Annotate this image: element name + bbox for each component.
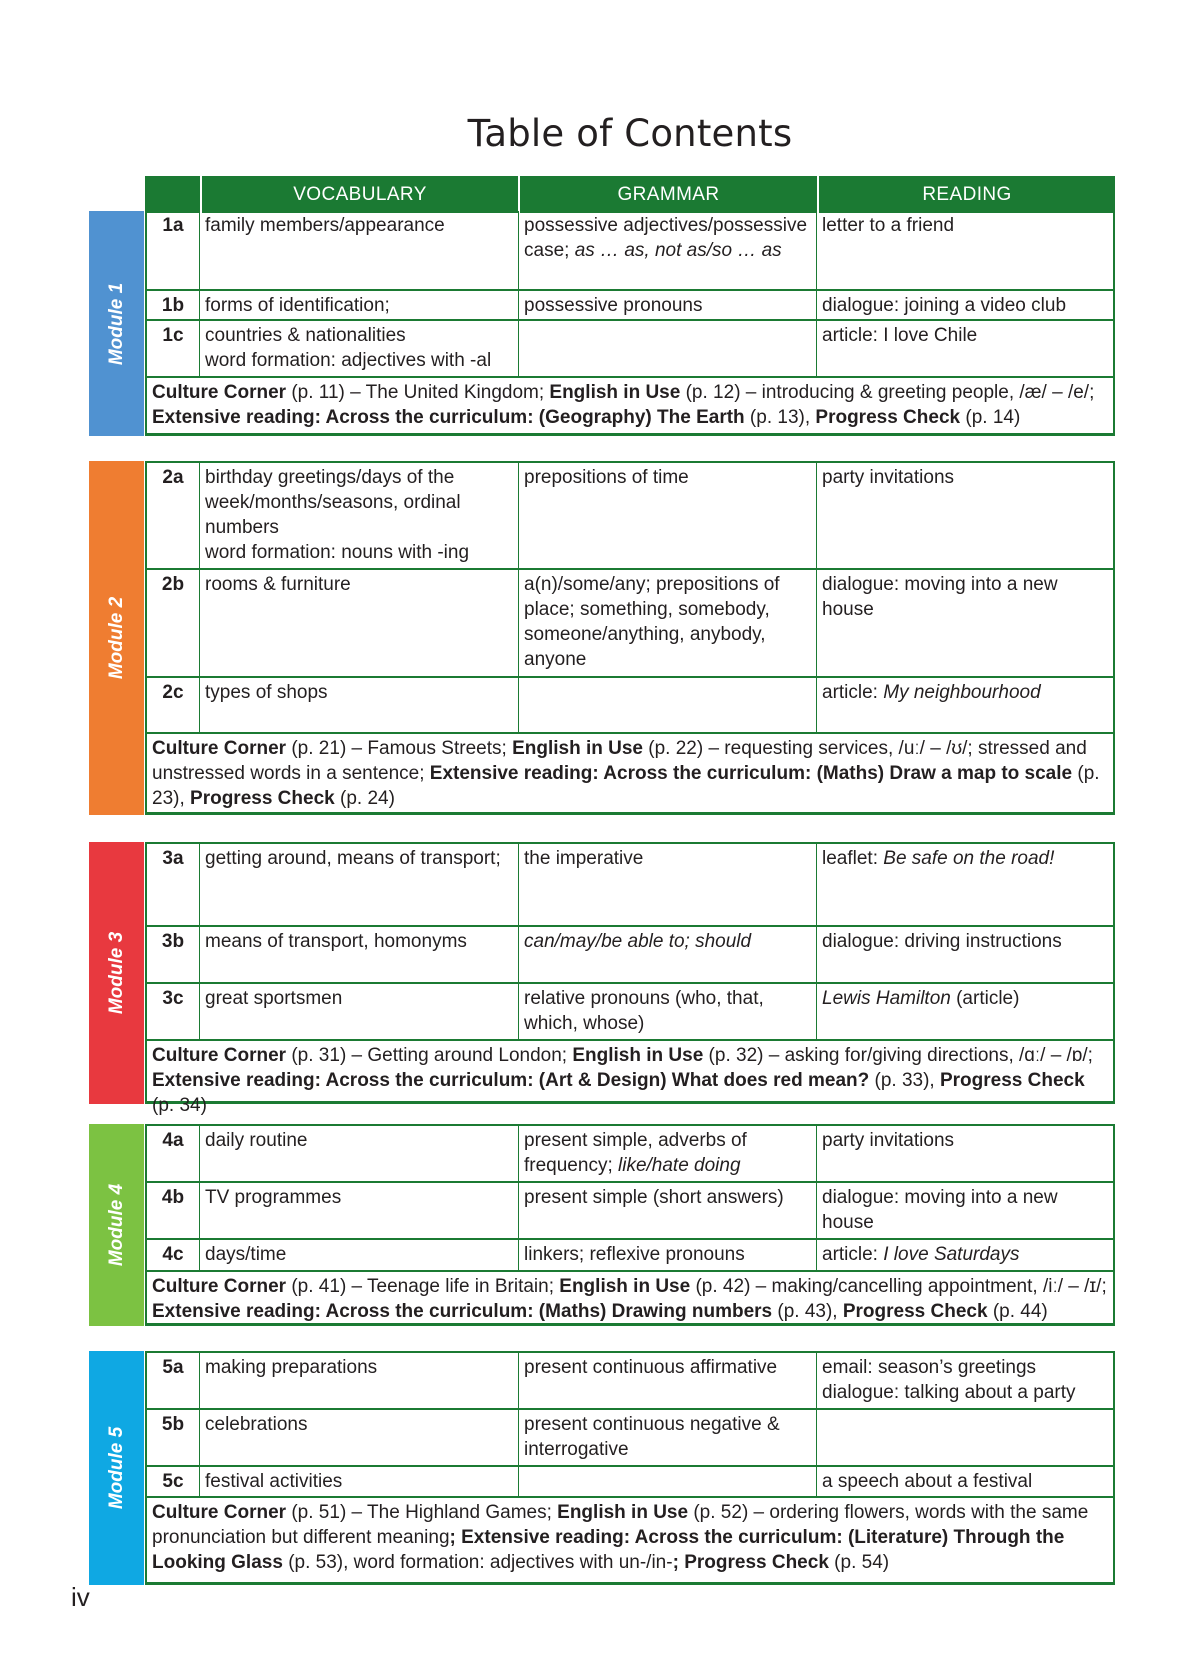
footer-text: (p. 42) – making/cancelling appointment, /iː/ – /ɪ/; <box>690 1276 1107 1297</box>
grammar-cell: relative pronouns (who, that, which, whose) <box>519 984 817 1039</box>
grammar-cell <box>519 211 817 289</box>
module-footer <box>147 1272 1113 1324</box>
vocabulary-cell <box>200 321 519 376</box>
vocabulary-cell: getting around, means of transport; <box>200 844 519 925</box>
reading-cell: dialogue: driving instructions <box>822 931 1062 952</box>
module-4 <box>89 1124 1115 1326</box>
module-table <box>145 1124 1115 1326</box>
footer-text: (p. 13), <box>744 407 816 428</box>
module-label: Module 1 <box>105 282 127 365</box>
footer-bold: English in Use <box>557 1502 689 1523</box>
grammar-cell: present continuous affirmative <box>519 1353 817 1408</box>
footer-text: (p. 22) – requesting services, /uː/ – /ʊ/; stressed and unstressed words in a sentence; <box>152 738 1087 784</box>
module-tab <box>89 842 144 1104</box>
footer-text: (p. 23), <box>152 763 1100 809</box>
grammar-cell: can/may/be able to; should <box>519 927 817 982</box>
module-table <box>145 842 1115 1116</box>
lesson-code: 3c <box>147 984 200 1039</box>
reading-cell: party invitations <box>822 467 955 488</box>
vocabulary-line: word formation: adjectives with -al <box>205 350 492 371</box>
vocabulary-cell: family members/appearance <box>200 211 519 289</box>
vocabulary-cell <box>200 463 519 568</box>
reading-cell: dialogue: moving into a new house <box>822 574 1058 620</box>
reading-text: (article) <box>950 988 1020 1009</box>
table-row <box>147 291 1113 321</box>
lesson-code: 5c <box>147 1467 200 1496</box>
footer-text: (p. 33), <box>869 1070 940 1091</box>
reading-italic-text: My neighbourhood <box>883 682 1041 703</box>
vocabulary-cell: daily routine <box>200 1126 519 1181</box>
grammar-cell: prepositions of time <box>519 463 817 568</box>
reading-cell: a speech about a festival <box>822 1471 1033 1492</box>
lesson-code: 1c <box>147 321 200 376</box>
lesson-code: 2b <box>147 570 200 676</box>
footer-text: (p. 53), word formation: adjectives with un-/in- <box>282 1552 673 1573</box>
grammar-cell: present simple (short answers) <box>519 1183 817 1238</box>
module-tab <box>89 211 144 436</box>
module-tab <box>89 1351 144 1585</box>
table-row <box>147 1467 1113 1498</box>
reading-line: dialogue: talking about a party <box>822 1382 1076 1403</box>
footer-bold: Progress Check <box>815 407 961 428</box>
table-row <box>147 927 1113 984</box>
header-grammar: GRAMMAR <box>518 176 817 213</box>
vocabulary-cell: celebrations <box>200 1410 519 1465</box>
module-label: Module 4 <box>105 1183 127 1267</box>
footer-text: (p. 34) <box>152 1095 207 1116</box>
footer-bold: Progress Check <box>190 788 335 809</box>
table-row <box>147 321 1113 378</box>
footer-bold: English in Use <box>572 1045 704 1066</box>
footer-bold: English in Use <box>559 1276 691 1297</box>
lesson-code: 4b <box>147 1183 200 1238</box>
vocabulary-cell: great sportsmen <box>200 984 519 1039</box>
module-footer <box>147 734 1113 811</box>
page-number: iv <box>71 1582 90 1612</box>
module-label: Module 5 <box>105 1426 127 1510</box>
reading-cell: article: I love Chile <box>822 325 978 346</box>
header-reading: READING <box>817 176 1115 213</box>
footer-bold: English in Use <box>512 738 643 759</box>
reading-italic-text: Lewis Hamilton <box>822 988 951 1009</box>
lesson-code: 3b <box>147 927 200 982</box>
module-5 <box>89 1351 1115 1585</box>
table-row <box>147 1410 1113 1467</box>
page-title: Table of Contents <box>467 112 793 155</box>
table-row <box>147 1126 1113 1183</box>
table-row <box>147 1183 1113 1240</box>
footer-text: (p. 24) <box>334 788 395 809</box>
lesson-code: 1b <box>147 291 200 319</box>
table-row <box>147 1353 1113 1410</box>
grammar-cell <box>519 678 817 732</box>
footer-text: (p. 41) – Teenage life in Britain; <box>286 1276 560 1297</box>
footer-bold: English in Use <box>549 382 681 403</box>
footer-text: (p. 52) – ordering flowers, words with the same pronunciation but different meaning <box>152 1502 1089 1548</box>
reading-italic-text: I love Saturdays <box>883 1244 1020 1265</box>
reading-cell: dialogue: joining a video club <box>822 295 1067 316</box>
vocabulary-line: countries & nationalities <box>205 325 406 346</box>
reading-cell <box>817 678 1113 732</box>
lesson-code: 5a <box>147 1353 200 1408</box>
grammar-cell: present continuous negative & interrogative <box>519 1410 817 1465</box>
lesson-code: 2a <box>147 463 200 568</box>
reading-cell: party invitations <box>822 1130 955 1151</box>
grammar-cell: the imperative <box>519 844 817 925</box>
footer-bold: Culture Corner <box>152 1502 287 1523</box>
footer-bold: Culture Corner <box>152 382 287 403</box>
grammar-cell: linkers; reflexive pronouns <box>519 1240 817 1270</box>
vocabulary-cell: days/time <box>200 1240 519 1270</box>
table-row <box>147 211 1113 291</box>
footer-bold: Culture Corner <box>152 738 287 759</box>
vocabulary-line: birthday greetings/days of the week/months/seasons, ordinal numbers <box>205 467 461 538</box>
module-tab <box>89 1124 144 1326</box>
vocabulary-cell: making preparations <box>200 1353 519 1408</box>
footer-text: (p. 51) – The Highland Games; <box>286 1502 558 1523</box>
vocabulary-line: word formation: nouns with -ing <box>205 542 470 563</box>
footer-bold: Culture Corner <box>152 1045 287 1066</box>
module-table <box>145 461 1115 815</box>
module-2 <box>89 461 1115 815</box>
reading-cell <box>817 844 1113 925</box>
footer-text: (p. 32) – asking for/giving directions, /ɑː/ – /ɒ/; <box>703 1045 1093 1066</box>
footer-text: (p. 21) – Famous Streets; <box>286 738 513 759</box>
reading-cell: dialogue: moving into a new house <box>822 1187 1058 1233</box>
lesson-code: 5b <box>147 1410 200 1465</box>
table-row <box>147 678 1113 734</box>
lesson-code: 4c <box>147 1240 200 1270</box>
grammar-cell <box>519 1467 817 1496</box>
module-tab <box>89 461 144 815</box>
footer-text: (p. 11) – The United Kingdom; <box>286 382 550 403</box>
lesson-code: 4a <box>147 1126 200 1181</box>
table-row <box>147 984 1113 1041</box>
grammar-italic-text: like/hate doing <box>618 1155 741 1176</box>
module-footer <box>147 378 1113 430</box>
reading-italic-text: Be safe on the road! <box>883 848 1055 869</box>
module-label: Module 2 <box>105 596 127 680</box>
module-table <box>145 211 1115 436</box>
vocabulary-cell: forms of identification; <box>200 291 519 319</box>
table-row <box>147 844 1113 927</box>
footer-text: (p. 44) <box>987 1301 1048 1322</box>
footer-bold: ; Extensive reading: Across the curriculum: (Literature) Through the Looking Glass <box>152 1527 1065 1573</box>
grammar-cell: possessive pronouns <box>519 291 817 319</box>
footer-bold: Extensive reading: Across the curriculum: (Art & Design) What does red mean? <box>152 1070 870 1091</box>
header-vocabulary: VOCABULARY <box>200 176 518 213</box>
footer-text: (p. 12) – introducing & greeting people, /æ/ – /e/; <box>680 382 1095 403</box>
table-row <box>147 1240 1113 1272</box>
table-header <box>145 176 1115 213</box>
vocabulary-cell: festival activities <box>200 1467 519 1496</box>
reading-cell: letter to a friend <box>822 215 955 236</box>
module-footer <box>147 1498 1113 1575</box>
grammar-cell <box>519 321 817 376</box>
footer-text: (p. 54) <box>828 1552 890 1573</box>
reading-text: leaflet: <box>822 848 884 869</box>
footer-text: (p. 14) <box>960 407 1021 428</box>
reading-text: article: <box>822 682 884 703</box>
grammar-italic-text: as … as, not as/so … as <box>574 240 782 261</box>
module-3 <box>89 842 1115 1116</box>
reading-cell <box>817 1410 1113 1465</box>
vocabulary-cell: rooms & furniture <box>200 570 519 676</box>
lesson-code: 3a <box>147 844 200 925</box>
footer-bold: Progress Check <box>939 1070 1085 1091</box>
module-footer <box>147 1041 1113 1118</box>
vocabulary-cell: TV programmes <box>200 1183 519 1238</box>
grammar-text: possessive adjectives/possessive case; <box>524 215 808 261</box>
reading-text: article: <box>822 1244 884 1265</box>
reading-cell <box>817 1353 1113 1408</box>
module-1 <box>89 211 1115 436</box>
vocabulary-cell: types of shops <box>200 678 519 732</box>
header-code-cell <box>145 176 200 213</box>
footer-bold: Extensive reading: Across the curriculum: (Maths) Draw a map to scale <box>429 763 1073 784</box>
footer-bold: Progress Check <box>842 1301 988 1322</box>
grammar-cell: a(n)/some/any; prepositions of place; something, somebody, someone/anything, anybody, anyone <box>519 570 817 676</box>
module-table <box>145 1351 1115 1585</box>
footer-text: (p. 31) – Getting around London; <box>286 1045 573 1066</box>
lesson-code: 2c <box>147 678 200 732</box>
module-label: Module 3 <box>105 931 127 1015</box>
footer-text: (p. 43), <box>772 1301 843 1322</box>
reading-line: email: season’s greetings <box>822 1357 1037 1378</box>
grammar-cell <box>519 1126 817 1181</box>
reading-cell <box>817 1240 1113 1270</box>
vocabulary-cell: means of transport, homonyms <box>200 927 519 982</box>
footer-bold: Extensive reading: Across the curriculum: (Geography) The Earth <box>152 407 745 428</box>
table-row <box>147 570 1113 678</box>
lesson-code: 1a <box>147 211 200 289</box>
footer-bold: Culture Corner <box>152 1276 287 1297</box>
table-row <box>147 463 1113 570</box>
reading-cell <box>817 984 1113 1039</box>
footer-bold: Extensive reading: Across the curriculum: (Maths) Drawing numbers <box>152 1301 773 1322</box>
grammar-text: present simple, adverbs of frequency; <box>524 1130 747 1176</box>
footer-bold: ; Progress Check <box>672 1552 829 1573</box>
